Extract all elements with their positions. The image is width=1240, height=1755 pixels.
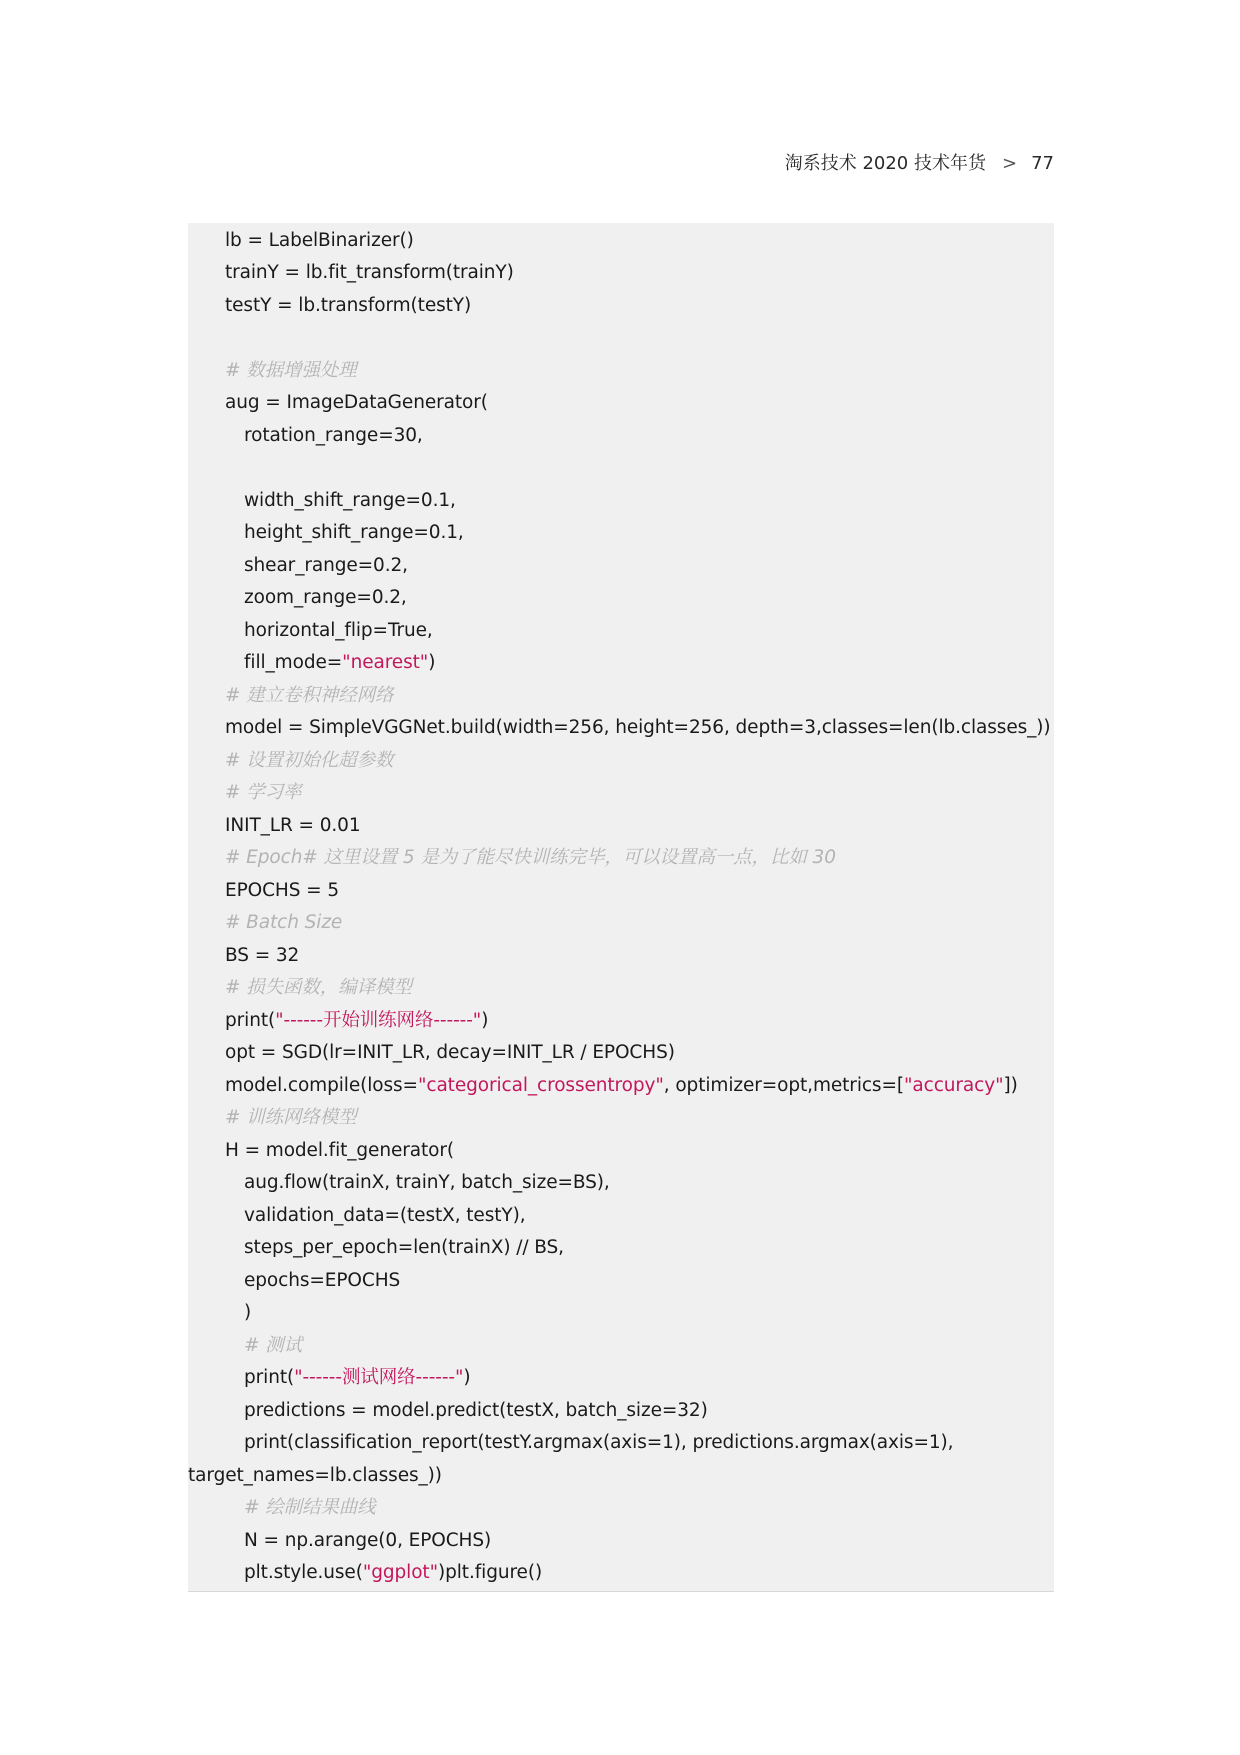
code-line bbox=[188, 550, 408, 582]
code-line bbox=[188, 290, 471, 322]
code-text: N = np.arange(0, EPOCHS) bbox=[244, 1530, 492, 1551]
string-literal: "------开始训练网络------" bbox=[275, 1010, 482, 1031]
code-text: height_shift_range=0.1, bbox=[244, 522, 464, 543]
code-line bbox=[188, 940, 299, 972]
code-text: epochs=EPOCHS bbox=[244, 1270, 401, 1291]
code-line bbox=[188, 1037, 675, 1069]
code-text: model.compile(loss= bbox=[225, 1075, 418, 1096]
code-text: ]) bbox=[1003, 1075, 1018, 1096]
code-line bbox=[188, 712, 1051, 744]
comment-text: # 数据增强处理 bbox=[225, 360, 357, 381]
string-literal: "accuracy" bbox=[904, 1075, 1004, 1096]
code-text: rotation_range=30, bbox=[244, 425, 423, 446]
code-text: ) bbox=[428, 652, 436, 673]
code-text: steps_per_epoch=len(trainX) // BS, bbox=[244, 1237, 564, 1258]
comment-text: # 绘制结果曲线 bbox=[244, 1497, 376, 1518]
comment-text: # 训练网络模型 bbox=[225, 1107, 357, 1128]
header-separator: > bbox=[1002, 153, 1018, 174]
code-line bbox=[188, 1460, 442, 1492]
code-text: predictions = model.predict(testX, batch_size=32) bbox=[244, 1400, 708, 1421]
book-title: 淘系技术 2020 技术年货 bbox=[784, 153, 986, 174]
code-line bbox=[188, 1232, 564, 1264]
code-text: fill_mode= bbox=[244, 652, 343, 673]
code-text: zoom_range=0.2, bbox=[244, 587, 407, 608]
code-text: ) bbox=[481, 1010, 489, 1031]
code-line bbox=[188, 582, 407, 614]
comment-text: # 建立卷积神经网络 bbox=[225, 685, 394, 706]
code-line bbox=[188, 875, 339, 907]
code-line bbox=[188, 1135, 454, 1167]
code-line bbox=[188, 1005, 488, 1037]
code-text: ) bbox=[244, 1302, 252, 1323]
code-text: width_shift_range=0.1, bbox=[244, 490, 456, 511]
code-line bbox=[188, 1200, 526, 1232]
code-line bbox=[188, 1362, 471, 1394]
code-comment-line bbox=[188, 972, 412, 1004]
comment-text: # 学习率 bbox=[225, 782, 302, 803]
code-text: aug.flow(trainX, trainY, batch_size=BS), bbox=[244, 1172, 610, 1193]
string-literal: "------测试网络------" bbox=[294, 1367, 464, 1388]
code-text: )plt.figure() bbox=[438, 1562, 543, 1583]
code-line bbox=[188, 1427, 953, 1459]
comment-text: # Epoch# 这里设置 5 是为了能尽快训练完毕，可以设置高一点，比如 30 bbox=[225, 847, 836, 868]
code-line bbox=[188, 1167, 610, 1199]
code-text: BS = 32 bbox=[225, 945, 300, 966]
code-text: print(classification_report(testY.argmax(axis=1), predictions.argmax(axis=1), bbox=[244, 1432, 954, 1453]
code-text: target_names=lb.classes_)) bbox=[188, 1465, 442, 1486]
code-line bbox=[188, 420, 423, 452]
code-line bbox=[188, 387, 488, 419]
code-text: validation_data=(testX, testY), bbox=[244, 1205, 526, 1226]
string-literal: "categorical_crossentropy" bbox=[417, 1075, 664, 1096]
code-text: lb = LabelBinarizer() bbox=[225, 230, 414, 251]
code-text: horizontal_flip=True, bbox=[244, 620, 433, 641]
code-text: print( bbox=[244, 1367, 295, 1388]
code-line bbox=[188, 225, 414, 257]
code-text: plt.style.use( bbox=[244, 1562, 363, 1583]
code-line bbox=[188, 485, 456, 517]
string-literal: "nearest" bbox=[342, 652, 429, 673]
code-comment-line bbox=[188, 777, 301, 809]
code-text: EPOCHS = 5 bbox=[225, 880, 340, 901]
code-text: trainY = lb.fit_transform(trainY) bbox=[225, 262, 514, 283]
code-comment-line bbox=[188, 1330, 302, 1362]
code-text: testY = lb.transform(testY) bbox=[225, 295, 472, 316]
comment-text: # 设置初始化超参数 bbox=[225, 750, 394, 771]
code-comment-line bbox=[188, 1102, 357, 1134]
code-line bbox=[188, 1297, 251, 1329]
code-comment-line bbox=[188, 1492, 376, 1524]
comment-text: # 测试 bbox=[244, 1335, 302, 1356]
code-line bbox=[188, 1070, 1018, 1102]
code-comment-line bbox=[188, 745, 393, 777]
code-text: print( bbox=[225, 1010, 276, 1031]
code-text: opt = SGD(lr=INIT_LR, decay=INIT_LR / EPOCHS) bbox=[225, 1042, 675, 1063]
code-line bbox=[188, 647, 435, 679]
code-comment-line bbox=[188, 907, 342, 939]
running-header bbox=[785, 152, 1054, 176]
code-line bbox=[188, 810, 361, 842]
code-comment-line bbox=[188, 842, 836, 874]
code-text: model = SimpleVGGNet.build(width=256, height=256, depth=3,classes=len(lb.classes_)) bbox=[225, 717, 1051, 738]
code-line bbox=[188, 1395, 708, 1427]
string-literal: "ggplot" bbox=[362, 1562, 438, 1583]
code-comment-line bbox=[188, 355, 357, 387]
code-block bbox=[188, 223, 1054, 1592]
code-line bbox=[188, 257, 514, 289]
comment-text: # Batch Size bbox=[225, 912, 343, 933]
page-number: 77 bbox=[1031, 153, 1054, 174]
code-line bbox=[188, 1525, 491, 1557]
code-line bbox=[188, 1557, 542, 1589]
code-text: H = model.fit_generator( bbox=[225, 1140, 454, 1161]
code-text: shear_range=0.2, bbox=[244, 555, 408, 576]
code-line bbox=[188, 517, 464, 549]
code-text: aug = ImageDataGenerator( bbox=[225, 392, 488, 413]
comment-text: # 损失函数，编译模型 bbox=[225, 977, 412, 998]
code-text: ) bbox=[463, 1367, 471, 1388]
code-text: , optimizer=opt,metrics=[ bbox=[663, 1075, 904, 1096]
code-line bbox=[188, 615, 433, 647]
code-text: INIT_LR = 0.01 bbox=[225, 815, 361, 836]
code-comment-line bbox=[188, 680, 393, 712]
code-line bbox=[188, 1265, 400, 1297]
